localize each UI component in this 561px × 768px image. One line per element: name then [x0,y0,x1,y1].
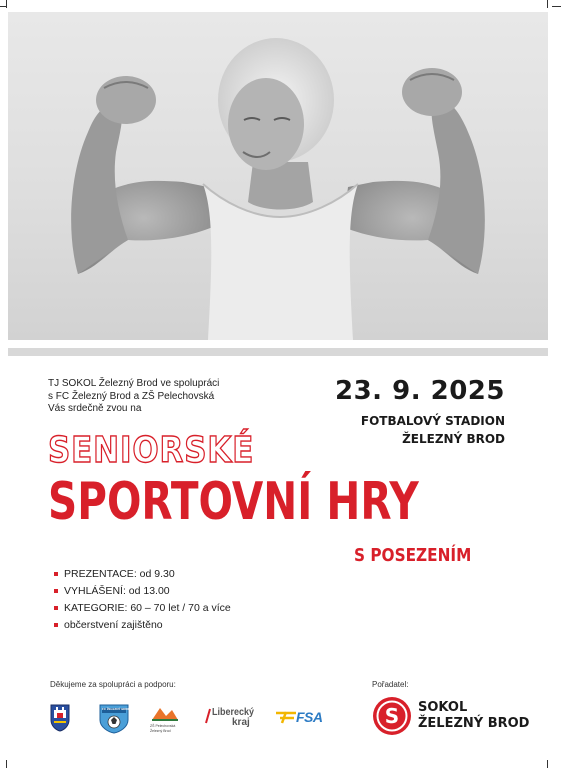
crop-mark-bottom-left [6,760,7,768]
crop-mark-top-left [6,0,7,8]
organizer-name-line-1: SOKOL [418,700,468,715]
photo-bottom-strip [8,348,548,356]
liberecky-kraj-logo-icon [204,708,212,724]
bullet-icon [54,572,58,576]
zs-logo-text: ZŠ Pelechovská Železný Brod [150,724,176,733]
zs-pelechovska-logo-icon [150,704,180,722]
senior-woman-flexing-photo [8,12,548,340]
fsa-logo-icon [276,710,298,724]
event-date: 23. 9. 2025 [335,376,505,406]
venue-line-1: FOTBALOVÝ STADION [360,414,505,428]
info-text: VYHLÁŠENÍ: od 13.00 [64,585,170,597]
organizer-label: Pořadatel: [372,680,409,689]
list-item [54,600,231,617]
list-item [54,566,231,583]
liberecky-kraj-line-2: kraj [232,717,250,728]
list-item [54,617,231,634]
city-crest-icon [50,704,70,732]
bullet-icon [54,623,58,627]
organizer-name [418,700,529,732]
organizer-name-line-2: ŽELEZNÝ BROD [418,716,530,731]
list-item [54,583,231,600]
info-text: PREZENTACE: od 9.30 [64,568,175,580]
bullet-icon [54,606,58,610]
bullet-icon [54,589,58,593]
invitation-text [48,378,268,416]
crop-mark-top-right [547,0,548,8]
title-subtitle: S POSEZENÍM [354,545,472,566]
fc-logo-text: FC ŽELEZNÝ BROD [102,707,131,711]
invitation-line-3: Vás srdečně zvou na [48,403,142,414]
fsa-logo-text: FSA [296,709,323,725]
title-outline-word: SENIORSKÉ [48,430,255,471]
crop-mark-top-right-h [552,6,561,7]
info-text: občerstvení zajištěno [64,619,163,631]
info-list [54,566,231,634]
event-venue [361,412,505,448]
invitation-line-2: s FC Železný Brod a ZŠ Pelechovská [48,390,215,402]
crop-mark-top-left-h [0,6,6,7]
sokol-logo-letter: S [384,704,400,728]
info-text: KATEGORIE: 60 – 70 let / 70 a více [64,602,231,614]
title-main: SPORTOVNÍ HRY [48,472,419,532]
invitation-line-1: TJ SOKOL Železný Brod ve spolupráci [48,378,220,389]
crop-mark-bottom-right [547,760,548,768]
partners-label: Děkujeme za spolupráci a podporu: [50,680,176,689]
venue-line-2: ŽELEZNÝ BROD [402,432,505,446]
sokol-logo-icon [372,696,412,736]
liberecky-kraj-line-1: Liberecký [212,707,255,718]
